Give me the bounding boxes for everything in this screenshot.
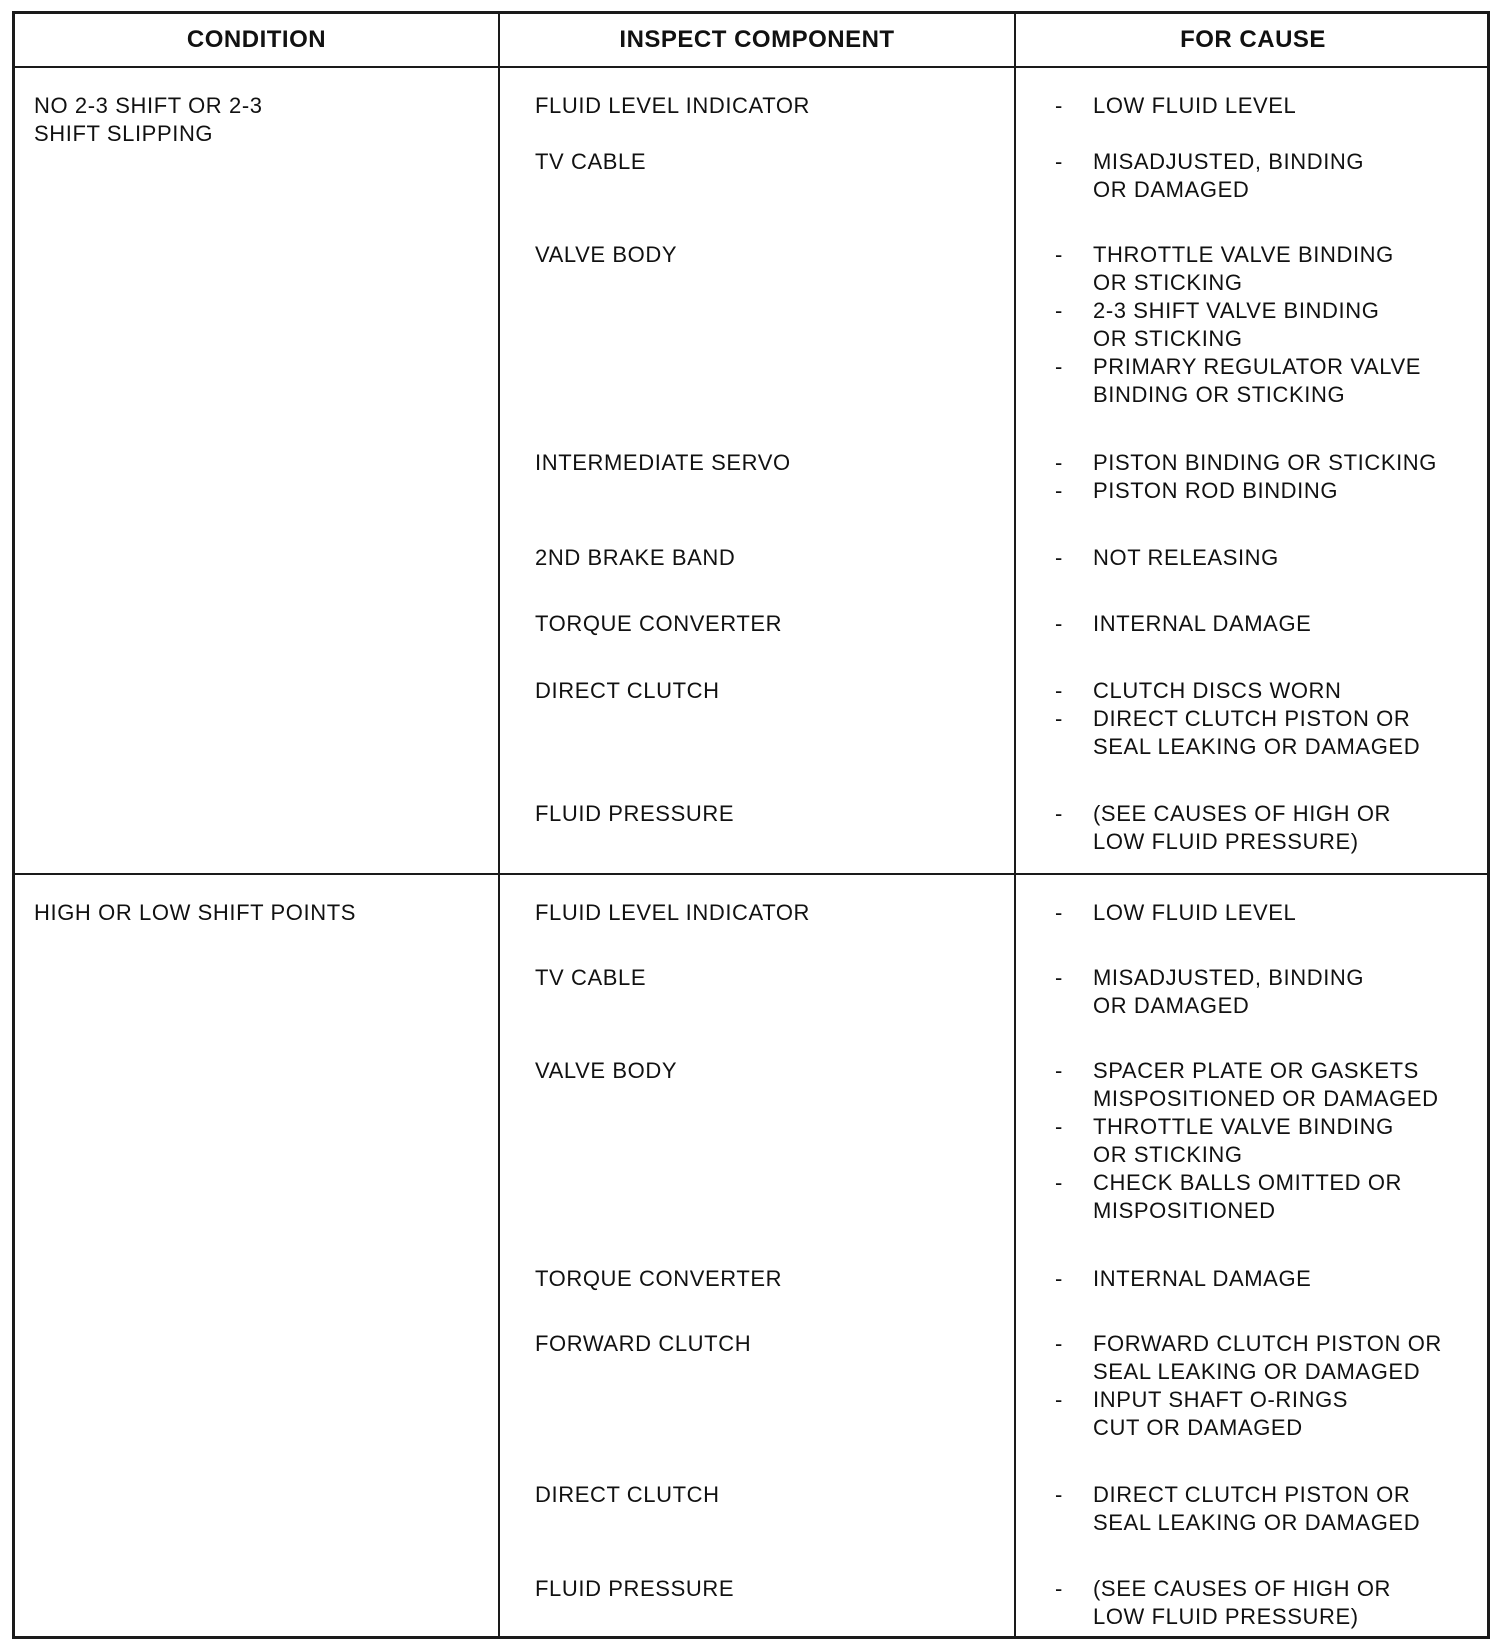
component-name: FLUID PRESSURE — [535, 801, 735, 826]
cause-item — [1049, 297, 1489, 353]
dash-bullet: - — [1055, 450, 1063, 475]
cause-item — [1049, 353, 1489, 409]
component-name: 2ND BRAKE BAND — [535, 545, 736, 570]
column-divider — [1014, 14, 1016, 1636]
cause-line: DIRECT CLUTCH PISTON OR — [1093, 1482, 1411, 1507]
dash-bullet: - — [1055, 354, 1063, 379]
cause-item — [1049, 677, 1489, 705]
cause-list — [1049, 148, 1489, 204]
cause-item — [1049, 544, 1489, 572]
cause-line: THROTTLE VALVE BINDING — [1093, 1114, 1394, 1139]
cause-line: CUT OR DAMAGED — [1093, 1415, 1303, 1440]
column-divider — [498, 14, 500, 1636]
component-name: FLUID LEVEL INDICATOR — [535, 93, 811, 118]
cause-item — [1049, 899, 1489, 927]
header-condition: CONDITION — [186, 26, 327, 53]
dash-bullet: - — [1055, 242, 1063, 267]
condition-line: SHIFT SLIPPING — [34, 121, 214, 146]
dash-bullet: - — [1055, 706, 1063, 731]
cause-line: INTERNAL DAMAGE — [1093, 1266, 1312, 1291]
cause-line: DIRECT CLUTCH PISTON OR — [1093, 706, 1411, 731]
cause-item — [1049, 964, 1489, 1020]
cause-list — [1049, 241, 1489, 409]
cause-item — [1049, 800, 1489, 856]
cause-line: MISPOSITIONED — [1093, 1198, 1276, 1223]
component-name: FLUID PRESSURE — [535, 1576, 735, 1601]
dash-bullet: - — [1055, 1266, 1063, 1291]
cause-item — [1049, 1330, 1489, 1386]
cause-line: OR DAMAGED — [1093, 993, 1250, 1018]
cause-line: LOW FLUID PRESSURE) — [1093, 829, 1359, 854]
dash-bullet: - — [1055, 900, 1063, 925]
cause-line: PISTON ROD BINDING — [1093, 478, 1339, 503]
cause-item — [1049, 1265, 1489, 1293]
dash-bullet: - — [1055, 545, 1063, 570]
cause-line: (SEE CAUSES OF HIGH OR — [1093, 801, 1392, 826]
dash-bullet: - — [1055, 965, 1063, 990]
component-name: INTERMEDIATE SERVO — [535, 450, 791, 475]
header-for-cause: FOR CAUSE — [1180, 26, 1326, 53]
dash-bullet: - — [1055, 298, 1063, 323]
cause-line: OR STICKING — [1093, 1142, 1243, 1167]
cause-line: OR STICKING — [1093, 326, 1243, 351]
cause-item — [1049, 610, 1489, 638]
cause-line: FORWARD CLUTCH PISTON OR — [1093, 1331, 1442, 1356]
header-divider — [15, 66, 1487, 68]
dash-bullet: - — [1055, 1387, 1063, 1412]
cause-line: OR STICKING — [1093, 270, 1243, 295]
cause-list — [1049, 1330, 1489, 1442]
cause-line: SPACER PLATE OR GASKETS — [1093, 1058, 1419, 1083]
component-name: FORWARD CLUTCH — [535, 1331, 752, 1356]
cause-line: LOW FLUID LEVEL — [1093, 900, 1297, 925]
cause-line: BINDING OR STICKING — [1093, 382, 1346, 407]
cause-list — [1049, 449, 1489, 505]
cause-line: SEAL LEAKING OR DAMAGED — [1093, 734, 1421, 759]
cause-list — [1049, 964, 1489, 1020]
cause-item — [1049, 449, 1489, 477]
dash-bullet: - — [1055, 1058, 1063, 1083]
cause-line: CLUTCH DISCS WORN — [1093, 678, 1342, 703]
cause-line: OR DAMAGED — [1093, 177, 1250, 202]
cause-list — [1049, 677, 1489, 761]
component-name: TV CABLE — [535, 149, 647, 174]
cause-line: 2-3 SHIFT VALVE BINDING — [1093, 298, 1380, 323]
row-divider — [15, 873, 1487, 875]
cause-list — [1049, 1481, 1489, 1537]
cause-item — [1049, 1575, 1489, 1631]
component-name: VALVE BODY — [535, 242, 678, 267]
cause-list — [1049, 544, 1489, 572]
cause-line: NOT RELEASING — [1093, 545, 1279, 570]
cause-line: SEAL LEAKING OR DAMAGED — [1093, 1359, 1421, 1384]
condition-line: HIGH OR LOW SHIFT POINTS — [34, 900, 357, 925]
cause-line: PRIMARY REGULATOR VALVE — [1093, 354, 1422, 379]
cause-list — [1049, 1265, 1489, 1293]
dash-bullet: - — [1055, 1170, 1063, 1195]
component-name: FLUID LEVEL INDICATOR — [535, 900, 811, 925]
cause-item — [1049, 477, 1489, 505]
cause-line: THROTTLE VALVE BINDING — [1093, 242, 1394, 267]
dash-bullet: - — [1055, 801, 1063, 826]
header-inspect-component: INSPECT COMPONENT — [619, 26, 895, 53]
dash-bullet: - — [1055, 93, 1063, 118]
dash-bullet: - — [1055, 1576, 1063, 1601]
dash-bullet: - — [1055, 611, 1063, 636]
cause-item — [1049, 1057, 1489, 1113]
component-name: TORQUE CONVERTER — [535, 611, 783, 636]
condition-text — [34, 92, 494, 148]
cause-item — [1049, 1113, 1489, 1169]
cause-line: SEAL LEAKING OR DAMAGED — [1093, 1510, 1421, 1535]
cause-line: INPUT SHAFT O-RINGS — [1093, 1387, 1349, 1412]
cause-item — [1049, 1481, 1489, 1537]
cause-item — [1049, 148, 1489, 204]
cause-list — [1049, 92, 1489, 120]
condition-text — [34, 899, 494, 927]
cause-line: CHECK BALLS OMITTED OR — [1093, 1170, 1403, 1195]
cause-item — [1049, 1169, 1489, 1225]
cause-line: LOW FLUID LEVEL — [1093, 93, 1297, 118]
condition-line: NO 2-3 SHIFT OR 2-3 — [34, 93, 263, 118]
cause-list — [1049, 899, 1489, 927]
component-name: DIRECT CLUTCH — [535, 1482, 720, 1507]
dash-bullet: - — [1055, 678, 1063, 703]
cause-line: INTERNAL DAMAGE — [1093, 611, 1312, 636]
cause-item — [1049, 241, 1489, 297]
cause-line: MISADJUSTED, BINDING — [1093, 965, 1365, 990]
dash-bullet: - — [1055, 1482, 1063, 1507]
component-name: TORQUE CONVERTER — [535, 1266, 783, 1291]
cause-line: LOW FLUID PRESSURE) — [1093, 1604, 1359, 1629]
cause-line: (SEE CAUSES OF HIGH OR — [1093, 1576, 1392, 1601]
cause-line: MISPOSITIONED OR DAMAGED — [1093, 1086, 1439, 1111]
cause-list — [1049, 1575, 1489, 1631]
dash-bullet: - — [1055, 149, 1063, 174]
cause-list — [1049, 1057, 1489, 1225]
dash-bullet: - — [1055, 478, 1063, 503]
cause-line: PISTON BINDING OR STICKING — [1093, 450, 1438, 475]
component-name: TV CABLE — [535, 965, 647, 990]
cause-list — [1049, 610, 1489, 638]
cause-item — [1049, 705, 1489, 761]
dash-bullet: - — [1055, 1114, 1063, 1139]
cause-list — [1049, 800, 1489, 856]
cause-item — [1049, 1386, 1489, 1442]
component-name: DIRECT CLUTCH — [535, 678, 720, 703]
component-name: VALVE BODY — [535, 1058, 678, 1083]
dash-bullet: - — [1055, 1331, 1063, 1356]
diagnosis-table — [12, 11, 1490, 1639]
cause-item — [1049, 92, 1489, 120]
cause-line: MISADJUSTED, BINDING — [1093, 149, 1365, 174]
